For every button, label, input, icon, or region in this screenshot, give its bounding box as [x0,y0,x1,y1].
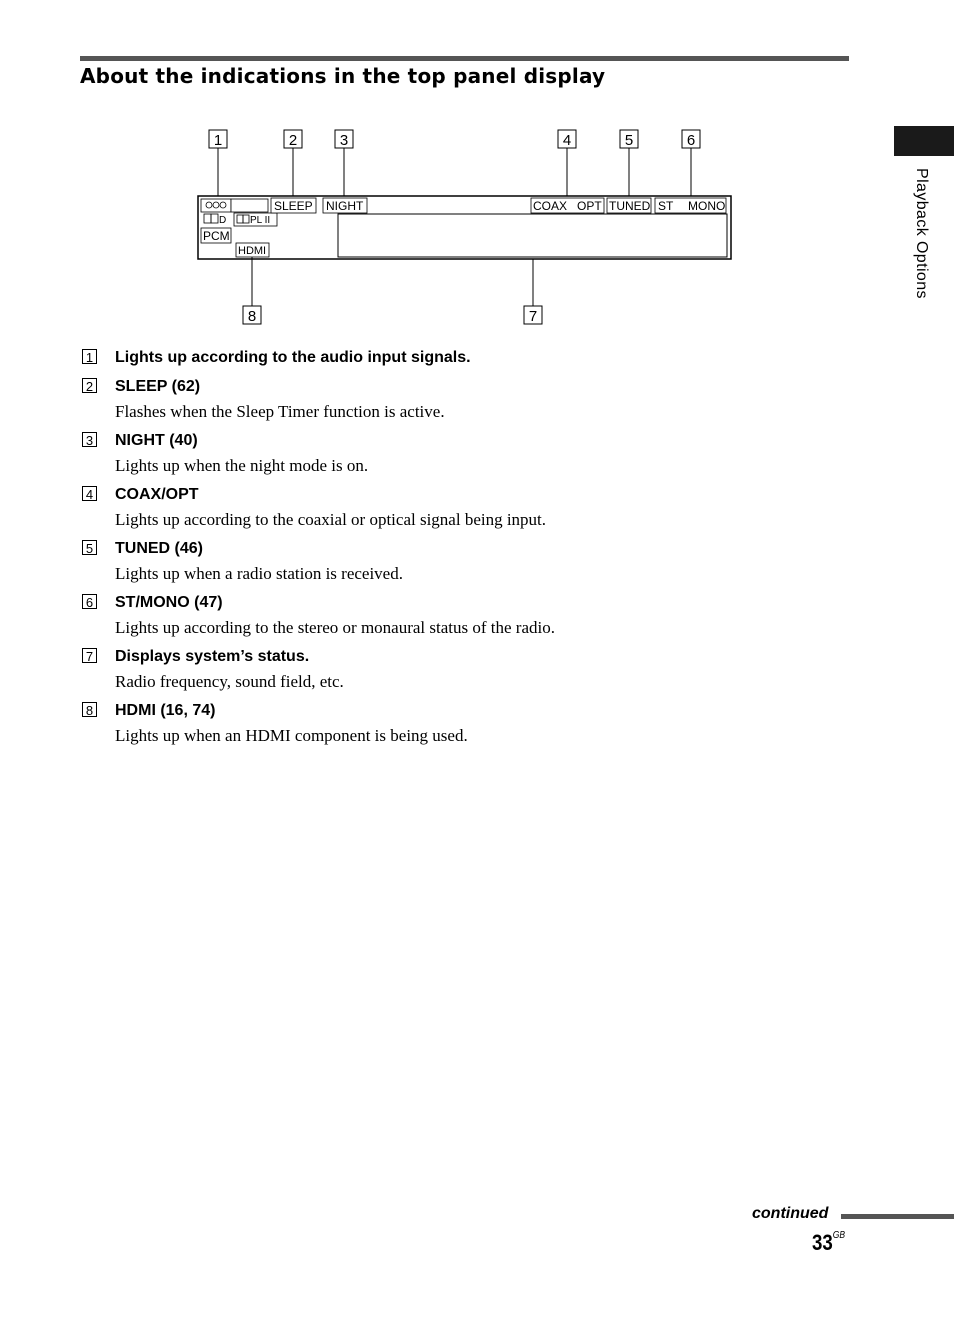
callout-3-label: 3 [339,132,349,149]
legend-heading: NIGHT (40) [115,432,198,449]
dolby-pl2-label: PL II [250,215,271,226]
legend-description: Lights up when the night mode is on. [115,456,369,475]
mono-label: MONO [688,199,726,213]
callout-8 [243,257,261,325]
legend-heading: SLEEP (62) [115,378,201,395]
pcm-label: PCM [203,229,230,243]
legend-item-1 [82,346,782,370]
legend-item-2 [82,375,782,424]
legend-number: 4 [82,486,97,501]
sleep-segment [271,198,316,213]
page-number-value: 33 [812,1230,833,1255]
dolby-d-label: D [219,215,227,226]
callout-7-label: 7 [528,308,538,325]
hdmi-label: HDMI [238,245,267,257]
top-panel-diagram [0,0,954,340]
legend-number: 1 [82,349,97,364]
page-number-suffix: GB [832,1230,846,1241]
legend-item-7 [82,645,782,694]
legend-heading: ST/MONO (47) [115,594,223,611]
callout-5 [620,130,638,198]
continued-bar [841,1214,954,1219]
legend-number: 3 [82,432,97,447]
hdmi-segment [236,243,269,257]
legend-heading: TUNED (46) [115,540,204,557]
dolby-pl2-segment [234,213,277,226]
callout-8-label: 8 [247,308,257,325]
callout-4 [558,130,576,198]
callout-2 [284,130,302,198]
legend-number: 2 [82,378,97,393]
side-tab-label: Playback Options [913,168,930,299]
callout-1-label: 1 [213,132,223,149]
display-main-area [338,214,727,257]
tuned-label: TUNED [609,199,651,213]
callout-4-label: 4 [562,132,572,149]
callout-1 [209,130,227,196]
indications-legend [82,346,782,753]
legend-item-3 [82,429,782,478]
legend-number: 8 [82,702,97,717]
callout-2-label: 2 [288,132,298,149]
legend-item-4 [82,483,782,532]
legend-heading: COAX/OPT [115,486,199,503]
legend-heading: Lights up according to the audio input signals. [115,349,471,366]
legend-description: Lights up when a radio station is received. [115,564,403,583]
opt-label: OPT [577,199,602,213]
callout-7 [524,259,542,325]
st-mono-segment [655,198,726,213]
callout-3 [335,130,353,198]
coax-label: COAX [533,199,568,213]
legend-item-5 [82,537,782,586]
night-label: NIGHT [326,199,364,213]
legend-description: Flashes when the Sleep Timer function is active. [115,402,445,421]
callout-6-label: 6 [686,132,696,149]
continued-label: continued [752,1205,829,1222]
page-number [812,1230,845,1256]
legend-number: 7 [82,648,97,663]
pcm-segment [201,228,231,243]
legend-number: 5 [82,540,97,555]
coax-opt-segment [531,198,604,213]
tuned-segment [607,198,651,213]
legend-number: 6 [82,594,97,609]
audio-input-icons [201,199,268,212]
st-label: ST [658,199,674,213]
legend-item-8 [82,699,782,748]
night-segment [323,198,367,213]
legend-item-6 [82,591,782,640]
legend-description: Lights up when an HDMI component is being used. [115,726,468,745]
legend-description: Radio frequency, sound field, etc. [115,672,344,691]
legend-description: Lights up according to the stereo or monaural status of the radio. [115,618,555,637]
legend-heading: Displays system’s status. [115,648,310,665]
legend-heading: HDMI (16, 74) [115,702,216,719]
callout-6 [682,130,700,198]
section-title: About the indications in the top panel display [80,64,606,88]
callout-5-label: 5 [624,132,634,149]
legend-description: Lights up according to the coaxial or optical signal being input. [115,510,547,529]
sleep-label: SLEEP [274,199,313,213]
